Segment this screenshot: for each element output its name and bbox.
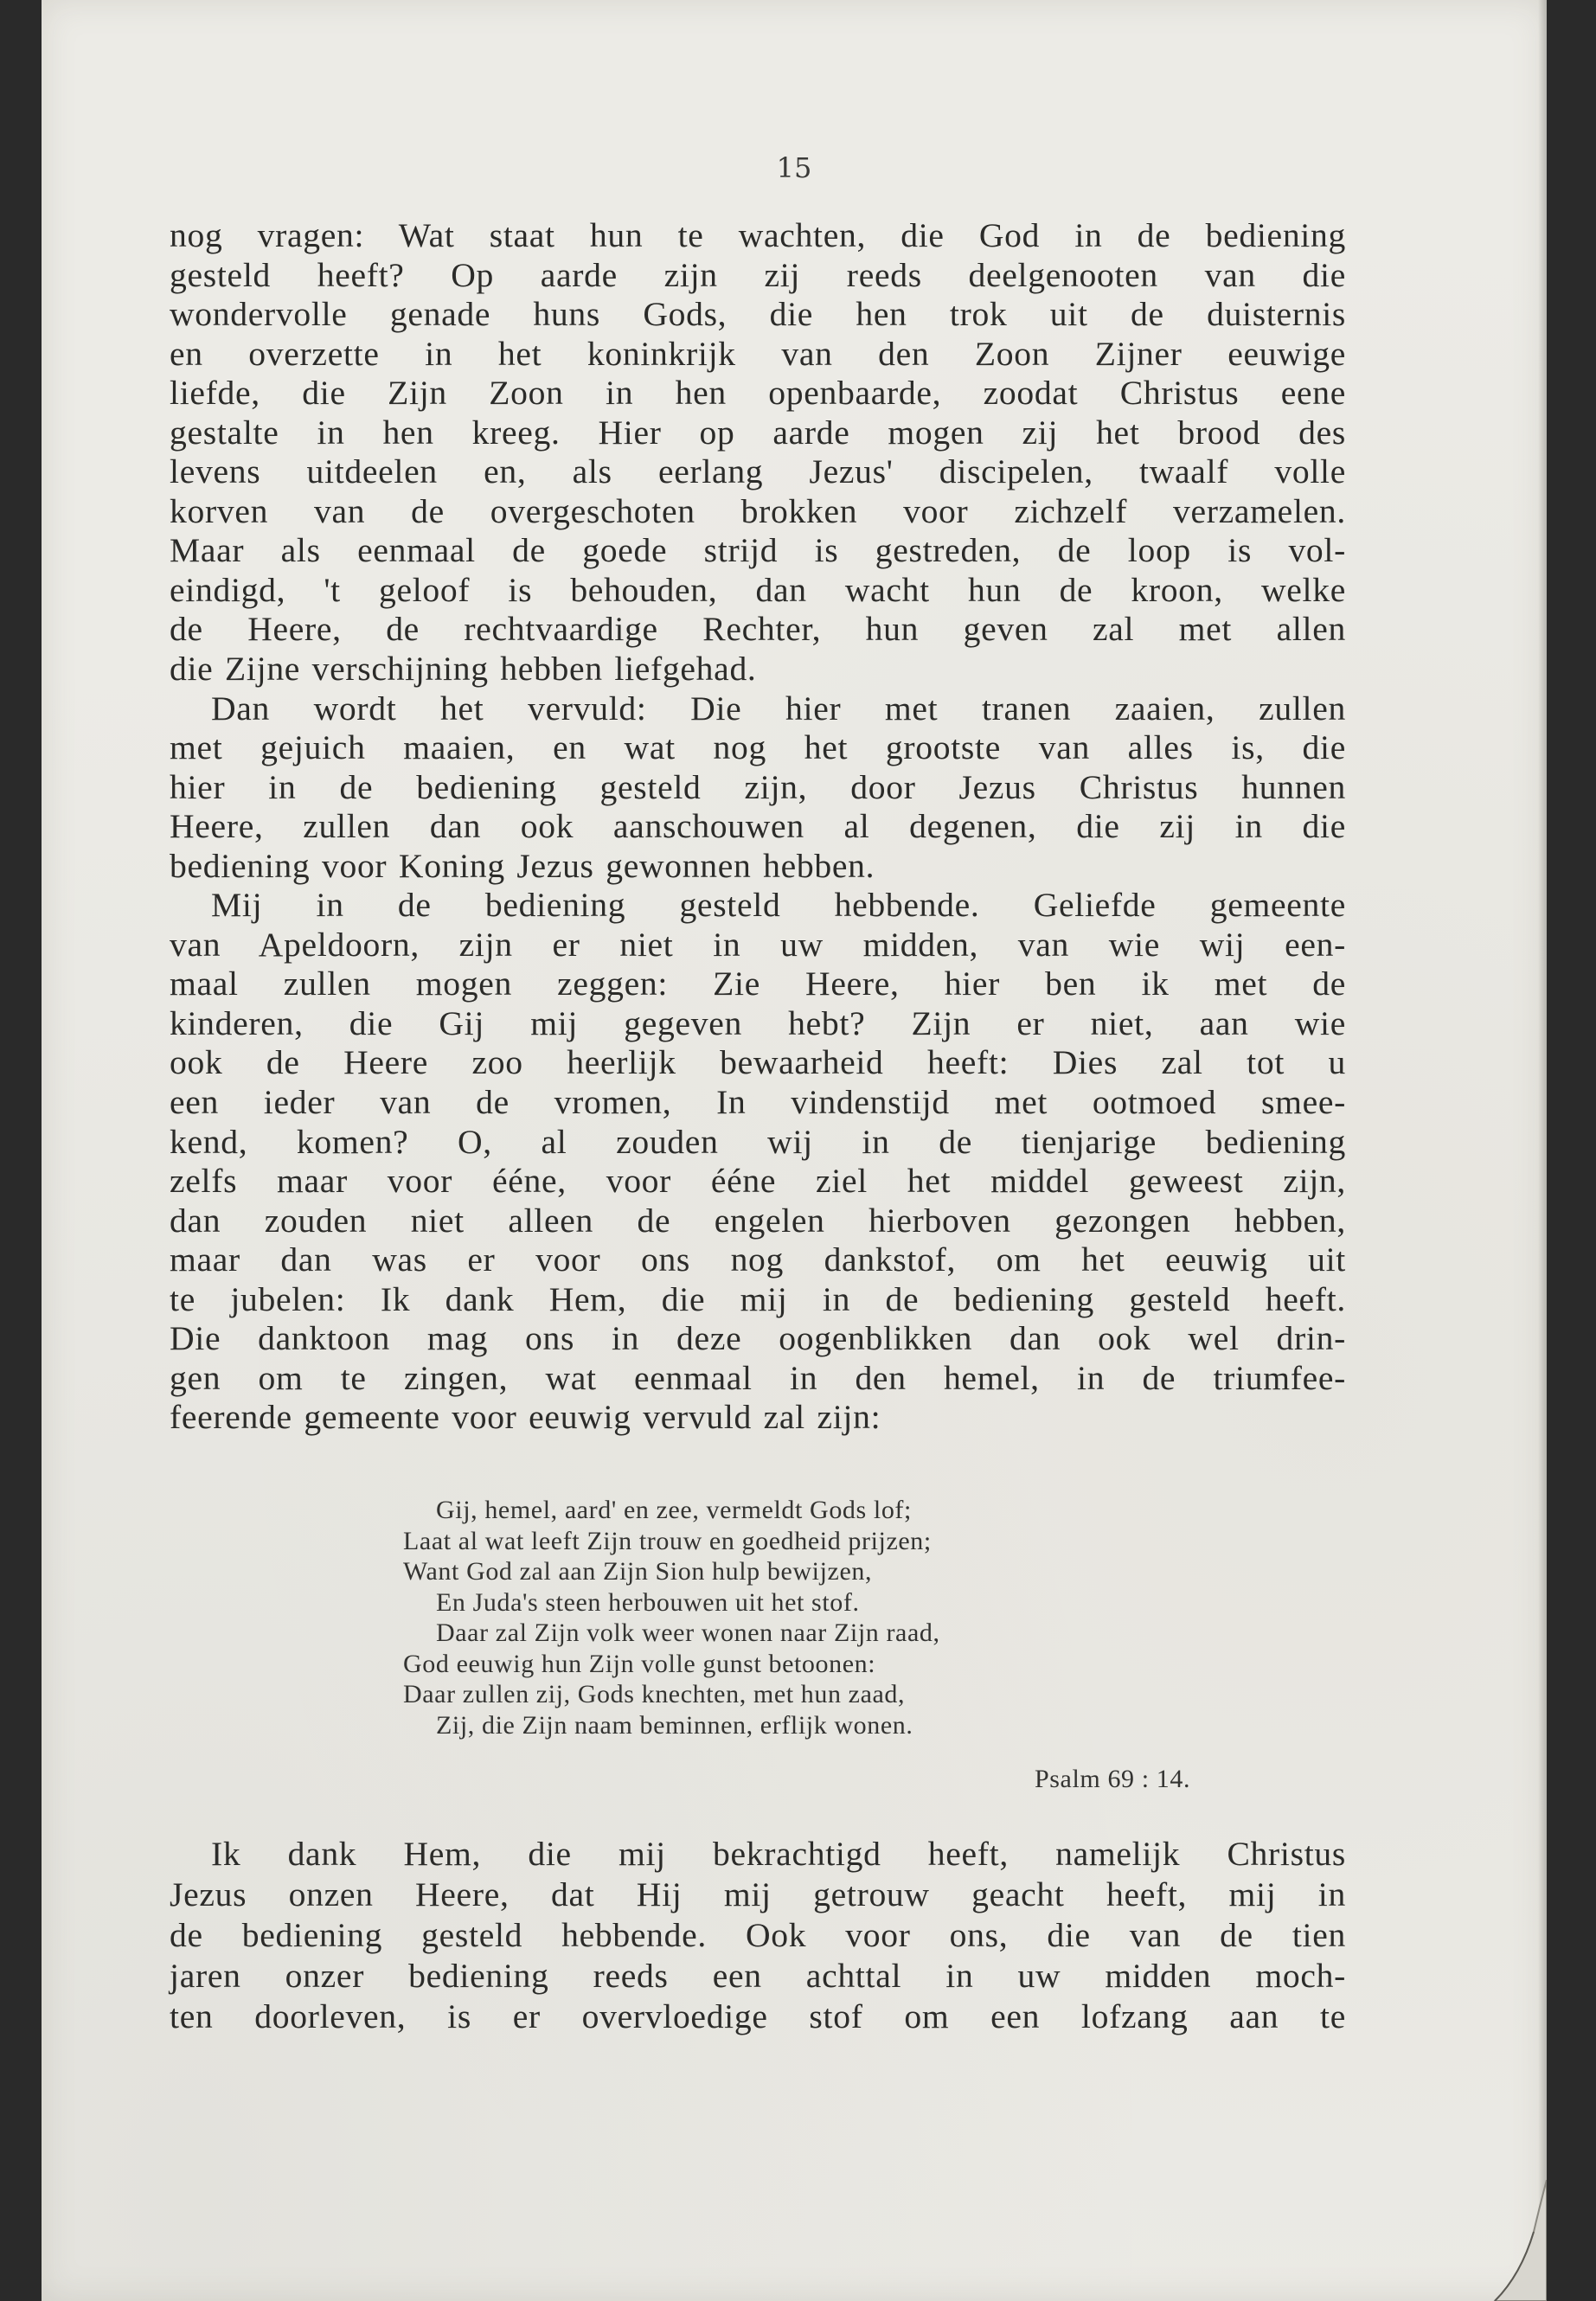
text-line: hier in de bediening gesteld zijn, door Jezus Christus hunnen bbox=[170, 767, 1346, 806]
text-line: Heere, zullen dan ook aanschouwen al degenen, die zij in die bbox=[170, 807, 1346, 846]
verse-line: Daar zal Zijn volk weer wonen naar Zijn raad, bbox=[436, 1618, 940, 1647]
text-line: te jubelen: Ik dank Hem, die mij in de bediening gesteld heeft. bbox=[170, 1279, 1346, 1318]
text-line: van Apeldoorn, zijn er niet in uw midden, van wie wij een- bbox=[170, 925, 1346, 964]
book-page bbox=[42, 0, 1547, 2301]
page-number: 15 bbox=[776, 151, 812, 184]
text-line: maar dan was er voor ons nog dankstof, om het eeuwig uit bbox=[170, 1240, 1346, 1279]
text-line: Mij in de bediening gesteld hebbende. Geliefde gemeente bbox=[211, 886, 1346, 925]
text-line: feerende gemeente voor eeuwig vervuld zal zijn: bbox=[170, 1398, 881, 1437]
text-line: jaren onzer bediening reeds een achttal in uw midden moch- bbox=[170, 1957, 1346, 1995]
page-curl-icon bbox=[1486, 2180, 1547, 2301]
text-line: kinderen, die Gij mij gegeven hebt? Zijn er niet, aan wie bbox=[170, 1003, 1346, 1042]
text-line: en overzette in het koninkrijk van den Zoon Zijner eeuwige bbox=[170, 334, 1346, 373]
text-line: wondervolle genade huns Gods, die hen trok uit de duisternis bbox=[170, 295, 1346, 334]
text-line: korven van de overgeschoten brokken voor zichzelf verzamelen. bbox=[170, 491, 1346, 530]
text-line: de Heere, de rechtvaardige Rechter, hun geven zal met allen bbox=[170, 610, 1346, 649]
text-line: Die danktoon mag ons in deze oogenblikken dan ook wel drin- bbox=[170, 1319, 1346, 1358]
psalm-verse bbox=[403, 1495, 1182, 1740]
psalm-reference: Psalm 69 : 14. bbox=[1035, 1765, 1191, 1793]
verse-line: Want God zal aan Zijn Sion hulp bewijzen, bbox=[403, 1557, 873, 1586]
text-line: Dan wordt het vervuld: Die hier met tranen zaaien, zullen bbox=[211, 689, 1346, 727]
text-line: gesteld heeft? Op aarde zijn zij reeds deelgenooten van die bbox=[170, 255, 1346, 294]
text-line: gen om te zingen, wat eenmaal in den hemel, in de triumfee- bbox=[170, 1358, 1346, 1397]
verse-line: God eeuwig hun Zijn volle gunst betoonen: bbox=[403, 1649, 876, 1678]
text-line: de bediening gesteld hebbende. Ook voor ons, die van de tien bbox=[170, 1916, 1346, 1954]
text-line: ten doorleven, is er overvloedige stof om een lofzang aan te bbox=[170, 1997, 1346, 2035]
text-line: levens uitdeelen en, als eerlang Jezus' discipelen, twaalf volle bbox=[170, 452, 1346, 491]
text-line: Ik dank Hem, die mij bekrachtigd heeft, namelijk Christus bbox=[211, 1835, 1346, 1873]
text-line: met gejuich maaien, en wat nog het grootste van alles is, die bbox=[170, 728, 1346, 767]
text-line: dan zouden niet alleen de engelen hierboven gezongen hebben, bbox=[170, 1201, 1346, 1240]
main-text-block bbox=[170, 216, 1346, 1438]
text-line: die Zijne verschijning hebben liefgehad. bbox=[170, 650, 757, 689]
closing-text-block bbox=[170, 1834, 1346, 2037]
verse-line: Zij, die Zijn naam beminnen, erflijk wonen. bbox=[436, 1710, 913, 1740]
verse-line: En Juda's steen herbouwen uit het stof. bbox=[436, 1587, 860, 1617]
text-line: een ieder van de vromen, In vindenstijd met ootmoed smee- bbox=[170, 1083, 1346, 1122]
text-line: gestalte in hen kreeg. Hier op aarde mogen zij het brood des bbox=[170, 413, 1346, 452]
text-line: ook de Heere zoo heerlijk bewaarheid heeft: Dies zal tot u bbox=[170, 1043, 1346, 1082]
verse-line: Daar zullen zij, Gods knechten, met hun zaad, bbox=[403, 1680, 906, 1708]
page-edge-shadow bbox=[1538, 0, 1547, 2301]
verse-line: Gij, hemel, aard' en zee, vermeldt Gods lof; bbox=[436, 1496, 912, 1524]
text-line: kend, komen? O, al zouden wij in de tienjarige bediening bbox=[170, 1122, 1346, 1161]
text-line: eindigd, 't geloof is behouden, dan wacht hun de kroon, welke bbox=[170, 570, 1346, 609]
text-line: Jezus onzen Heere, dat Hij mij getrouw geacht heeft, mij in bbox=[170, 1875, 1346, 1913]
text-line: bediening voor Koning Jezus gewonnen hebben. bbox=[170, 846, 875, 885]
text-line: zelfs maar voor ééne, voor ééne ziel het middel geweest zijn, bbox=[170, 1162, 1346, 1201]
verse-line: Laat al wat leeft Zijn trouw en goedheid prijzen; bbox=[403, 1526, 932, 1555]
text-line: maal zullen mogen zeggen: Zie Heere, hier ben ik met de bbox=[170, 965, 1346, 1003]
text-line: nog vragen: Wat staat hun te wachten, die God in de bediening bbox=[170, 216, 1346, 254]
text-line: liefde, die Zijn Zoon in hen openbaarde, zoodat Christus eene bbox=[170, 374, 1346, 413]
text-line: Maar als eenmaal de goede strijd is gestreden, de loop is vol- bbox=[170, 531, 1346, 570]
